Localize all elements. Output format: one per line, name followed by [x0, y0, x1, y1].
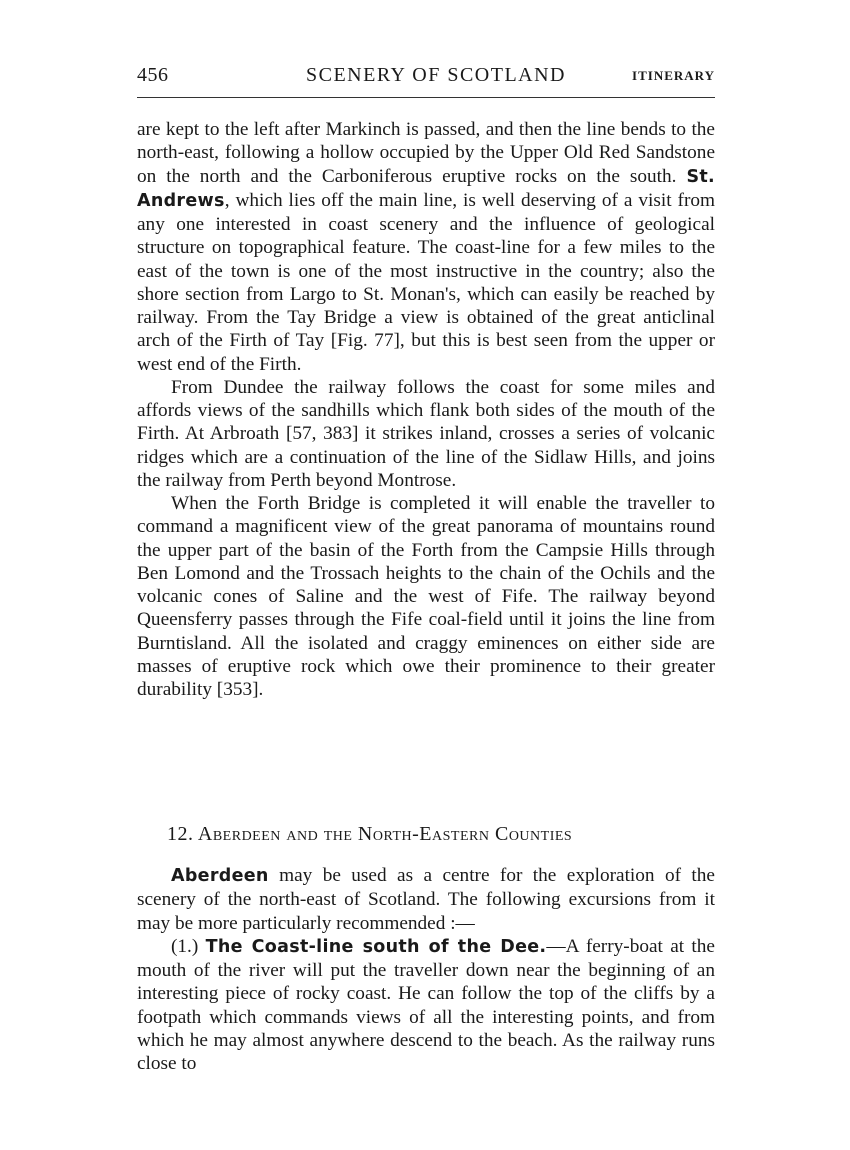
paragraph-text: may be used as a centre for the exploration of the scenery of the north-east of Scotland. The following excursions from it may be more particularly recommended :— [137, 865, 715, 934]
running-title: SCENERY OF SCOTLAND [305, 64, 566, 86]
header-rule [137, 97, 715, 98]
paragraph-coast-line [137, 935, 715, 1076]
item-number: (1.) [171, 935, 206, 957]
paragraph-st-andrews [137, 118, 715, 376]
running-section: ITINERARY [632, 68, 715, 83]
paragraph-text: , which lies off the main line, is well deserving of a visit from any one interested in coast scenery and the influence of geological structure on topographical feature. The coast-line for a few miles to the east of the town is one of the most instructive in the country; also the shore section from Largo to St. Monan's, which can easily be reached by railway. From the Tay Bridge a view is obtained of the great anticlinal arch of the Firth of Tay [Fig. 77], but this is best seen from the upper or west end of the Firth. [137, 189, 715, 375]
running-head [137, 62, 715, 90]
paragraph-dundee: From Dundee the railway follows the coast for some miles and affords views of the sandhills which flank both sides of the mouth of the Firth. At Arbroath [57, 383] it strikes inland, crosses a series of volcanic ridges which are a continuation of the line of the Sidlaw Hills, and joins the railway from Perth beyond Montrose. [137, 376, 715, 491]
page-number: 456 [137, 64, 169, 86]
paragraph-text: are kept to the left after Markinch is passed, and then the line bends to the north-east, following a hollow occupied by the Upper Old Red Sandstone on the north and the Carboniferous eruptive rocks on the south. [137, 119, 715, 187]
paragraph-forth-bridge: When the Forth Bridge is completed it will enable the traveller to command a magnificent view of the great panorama of mountains round the upper part of the basin of the Forth from the Campsie Hills through Ben Lomond and the Trossach heights to the chain of the Ochils and the volcanic cones of Saline and the west of Fife. The railway beyond Queensferry passes through the Fife coal-field until it joins the line from Burntisland. All the isolated and craggy eminences on either side are masses of eruptive rock which owe their prominence to their greater durability [353]. [137, 493, 715, 700]
body-text [137, 118, 715, 701]
paragraph-text: —A ferry-boat at the mouth of the river will put the traveller down near the beginning of an interesting piece of rocky coast. He can follow the top of the cliffs by a footpath which commands views of all the interesting points, and from which he may almost anywhere descend to the beach. As the railway runs close to [137, 935, 715, 1074]
section-heading-text: 12. Aberdeen and the North-Eastern Counties [167, 823, 573, 845]
paragraph-aberdeen [137, 864, 715, 935]
body-text-continued [137, 864, 715, 1075]
excursion-title: The Coast-line south of the Dee. [205, 936, 547, 957]
section-heading [167, 823, 715, 846]
place-name-st-andrews: St. Andrews [137, 166, 715, 211]
place-name-aberdeen: Aberdeen [171, 866, 269, 886]
